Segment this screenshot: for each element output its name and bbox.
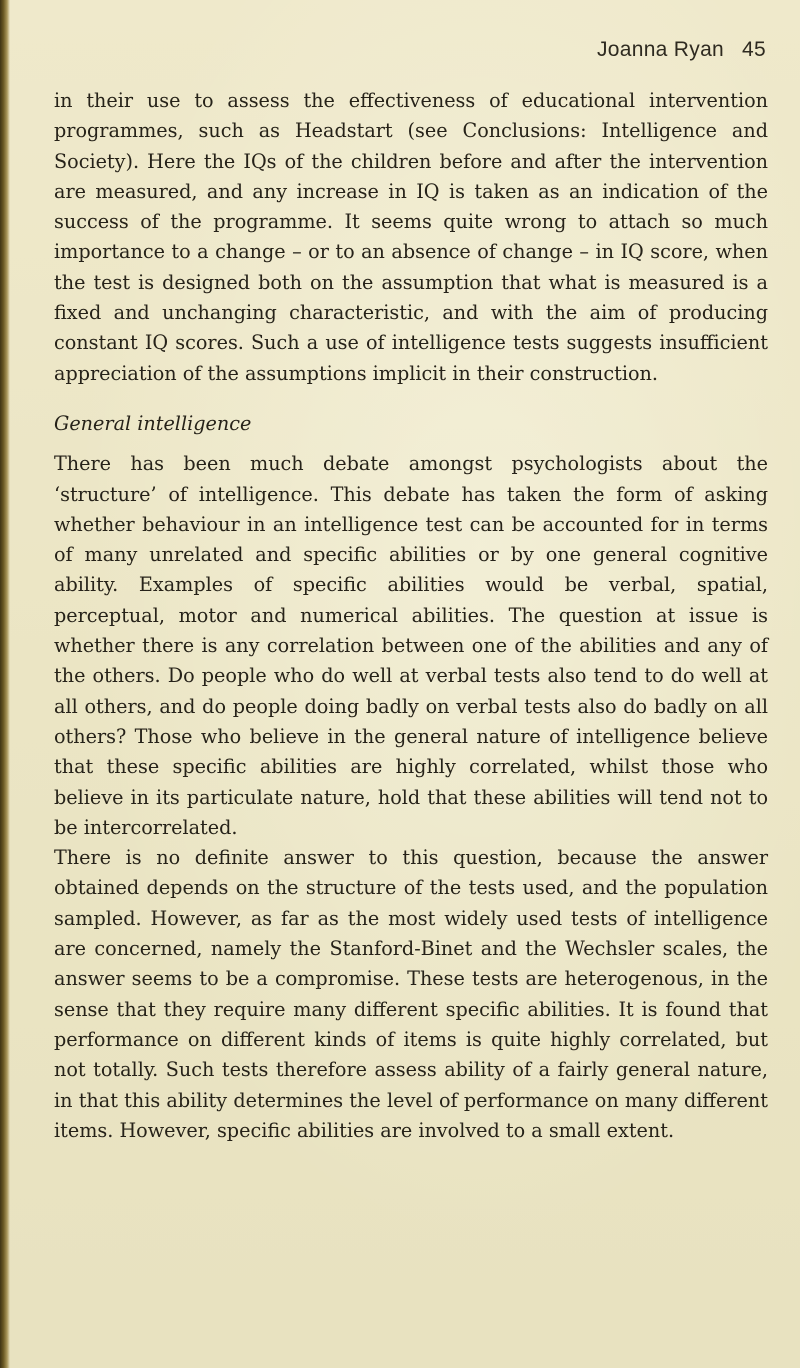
paragraph-structure: There has been much debate amongst psychologists about the ‘structure’ of intelligence. This debate has taken the form of asking whether behaviour in an intelligence test can be accounted for in terms of many unrelated and specific abilities or by one general cognitive ability. Examples of specific abilities would be verbal, spatial, perceptual, motor and numerical abilities. The question at issue is whether there is any correlation between one of the abilities and any of the others. Do people who do well at verbal tests also tend to do well at all others, and do people doing badly on verbal tests also do badly on all others? Those who believe in the general nature of intelligence believe that these specific abilities are highly correlated, whilst those who believe in its particulate nature, hold that these abilities will tend not to be intercorrelated. [54,452,768,839]
paragraph-answer: There is no definite answer to this question, because the answer obtained depends on the structure of the tests used, and the population sampled. However, as far as the most widely used tests of intelligence are concerned, namely the Stanford-Binet and the Wechsler scales, the answer seems to be a compromise. These tests are heterogenous, in the sense that they require many different specific abilities. It is found that performance on different kinds of items is quite highly correlated, but not totally. Such tests therefore assess ability of a fairly general nature, in that this ability determines the level of performance on many different items. However, specific abilities are involved to a small extent. [54,846,768,1142]
book-spine-shadow [0,0,10,1368]
body-text [54,86,768,1146]
running-head [597,38,766,62]
page-number: 45 [742,38,766,61]
paragraph-intro: in their use to assess the effectiveness of educational intervention programmes, such as Headstart (see Conclusions: Intelligence and Society). Here the IQs of the children before and after the intervention are measured, and any increase in IQ is taken as an indication of the success of the programme. It seems quite wrong to attach so much importance to a change – or to an absence of change – in IQ score, when the test is designed both on the assumption that what is measured is a fixed and unchanging characteristic, and with the aim of producing constant IQ scores. Such a use of intelligence tests suggests insufficient appreciation of the assumptions implicit in their construction. [54,89,768,385]
running-head-author: Joanna Ryan [596,38,725,61]
section-heading: General intelligence [54,411,252,435]
